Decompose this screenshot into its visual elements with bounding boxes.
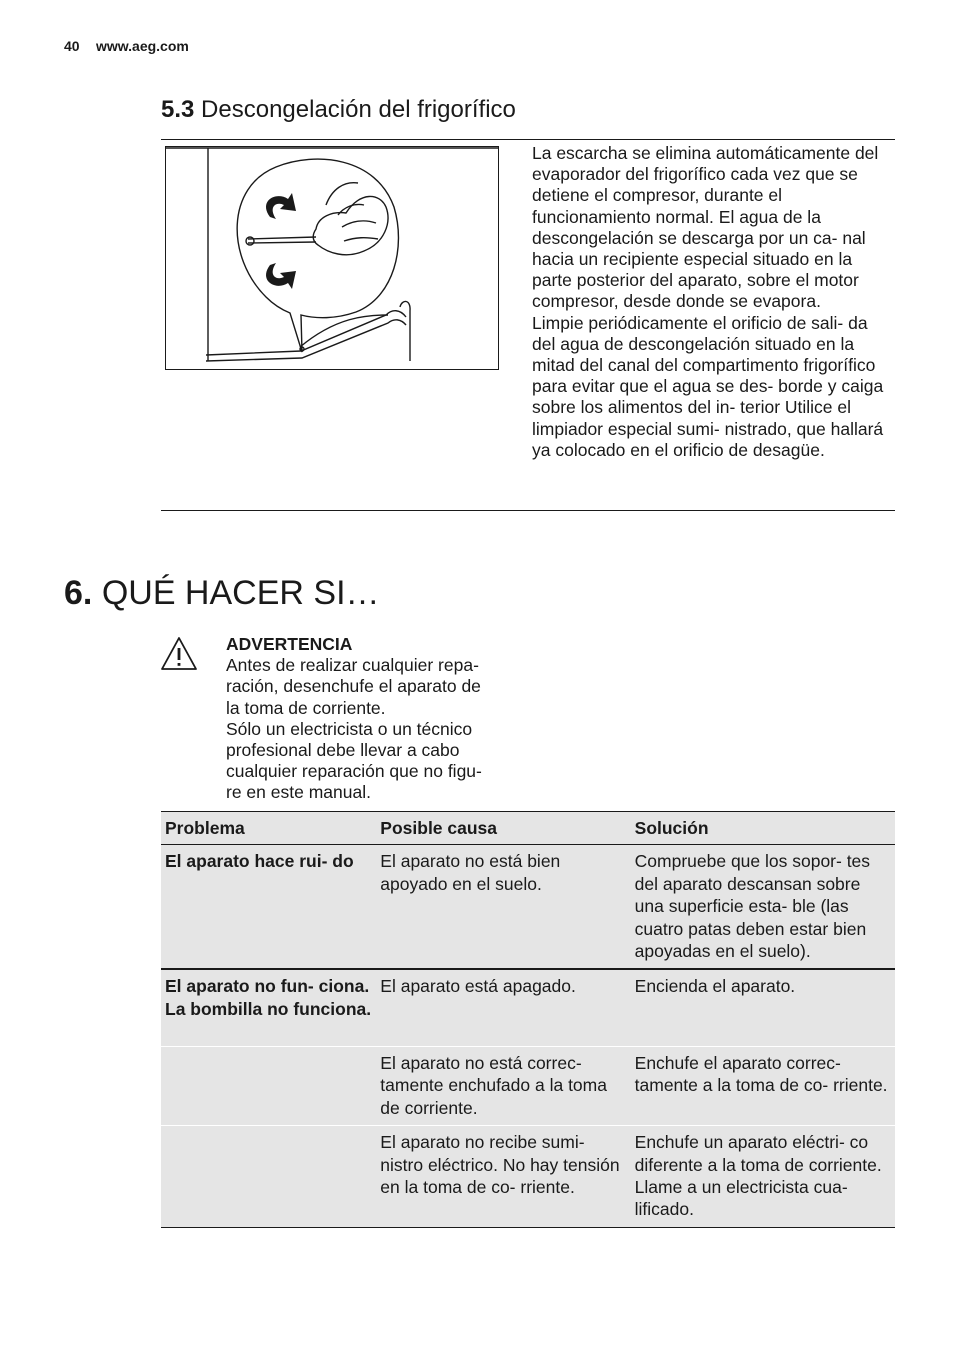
cause-cell: El aparato no está bien apoyado en el suelo. <box>376 845 630 970</box>
problem-cell <box>161 1046 376 1125</box>
header-problem: Problema <box>161 812 376 845</box>
warning-line: cualquier reparación que no figu- <box>226 761 482 782</box>
defrost-drain-cleaning-illustration <box>166 147 498 369</box>
solution-cell: Encienda el aparato. <box>631 969 895 1046</box>
table-header-row <box>161 812 895 845</box>
solution-cell: Compruebe que los sopor- tes del aparato descansan sobre una superficie esta- ble (las cuatro patas deben estar bien apoyadas en el suelo). <box>631 845 895 970</box>
solution-cell <box>631 1126 895 1228</box>
warning-line: ración, desenchufe el aparato de <box>226 676 481 697</box>
problem-cell: El aparato no fun- ciona. La bombilla no funciona. <box>161 969 376 1046</box>
solution-cell: Enchufe el aparato correc- tamente a la toma de co- rriente. <box>631 1046 895 1125</box>
problem-cell: El aparato hace rui- do <box>161 845 376 970</box>
warning-line: Antes de realizar cualquier repa- <box>226 655 479 676</box>
chapter-title-text: QUÉ HACER SI… <box>101 574 380 612</box>
defrost-illustration <box>165 146 499 370</box>
warning-line: la toma de corriente. <box>226 697 386 718</box>
section-title <box>161 96 516 124</box>
chapter-number: 6. <box>64 574 93 612</box>
table-row <box>161 1126 895 1228</box>
header-solution: Solución <box>631 812 895 845</box>
section-top-rule <box>161 139 895 140</box>
cause-cell: El aparato está apagado. <box>376 969 630 1046</box>
section-number: 5.3 <box>161 96 195 123</box>
warning-line: Sólo un electricista o un técnico <box>226 718 473 739</box>
defrost-paragraph-2: Limpie periódicamente el orificio de sali- da del agua de descongelación situado en la mitad del canal del compartimento frigorífico para evitar que el agua se des- borde y caiga sobre los alimentos del in- terior Utilice el limpiador especial sumi- nistrado, que hallará ya colocado en el orificio de desagüe. <box>532 312 884 460</box>
warning-triangle-icon <box>160 636 198 672</box>
warning-line: profesional debe llevar a cabo <box>226 740 460 761</box>
warning-block <box>226 634 526 804</box>
solution-text: Enchufe un aparato eléctri- co diferente a la toma de corriente. <box>634 1132 882 1175</box>
site-url[interactable]: www.aeg.com <box>96 38 189 54</box>
section-title-text: Descongelación del frigorífico <box>201 96 516 123</box>
warning-line: re en este manual. <box>226 782 371 803</box>
cause-cell: El aparato no recibe sumi- nistro eléctrico. No hay tensión en la toma de co- rriente. <box>376 1126 630 1228</box>
header-cause: Posible causa <box>376 812 630 845</box>
defrost-paragraph-1: La escarcha se elimina automáticamente del evaporador del frigorífico cada vez que se detiene el compresor, durante el funcionamiento normal. El agua de la descongelación se descarga por un ca- nal hacia un recipiente especial situado en la parte posterior del aparato, sobre el motor compresor, desde donde se evapora. <box>532 143 879 312</box>
table-row <box>161 1046 895 1125</box>
page-number: 40 <box>64 38 80 54</box>
table-row <box>161 969 895 1046</box>
chapter-title <box>64 574 380 613</box>
troubleshooting-table <box>161 811 895 1228</box>
solution-extra-text: Llame a un electricista cua- lificado. <box>634 1176 848 1220</box>
cause-cell: El aparato no está correc- tamente enchufado a la toma de corriente. <box>376 1046 630 1125</box>
problem-cell <box>161 1126 376 1228</box>
defrost-instructions <box>532 143 892 461</box>
warning-heading: ADVERTENCIA <box>226 634 353 654</box>
table-row <box>161 845 895 970</box>
section-bottom-rule <box>161 510 895 511</box>
